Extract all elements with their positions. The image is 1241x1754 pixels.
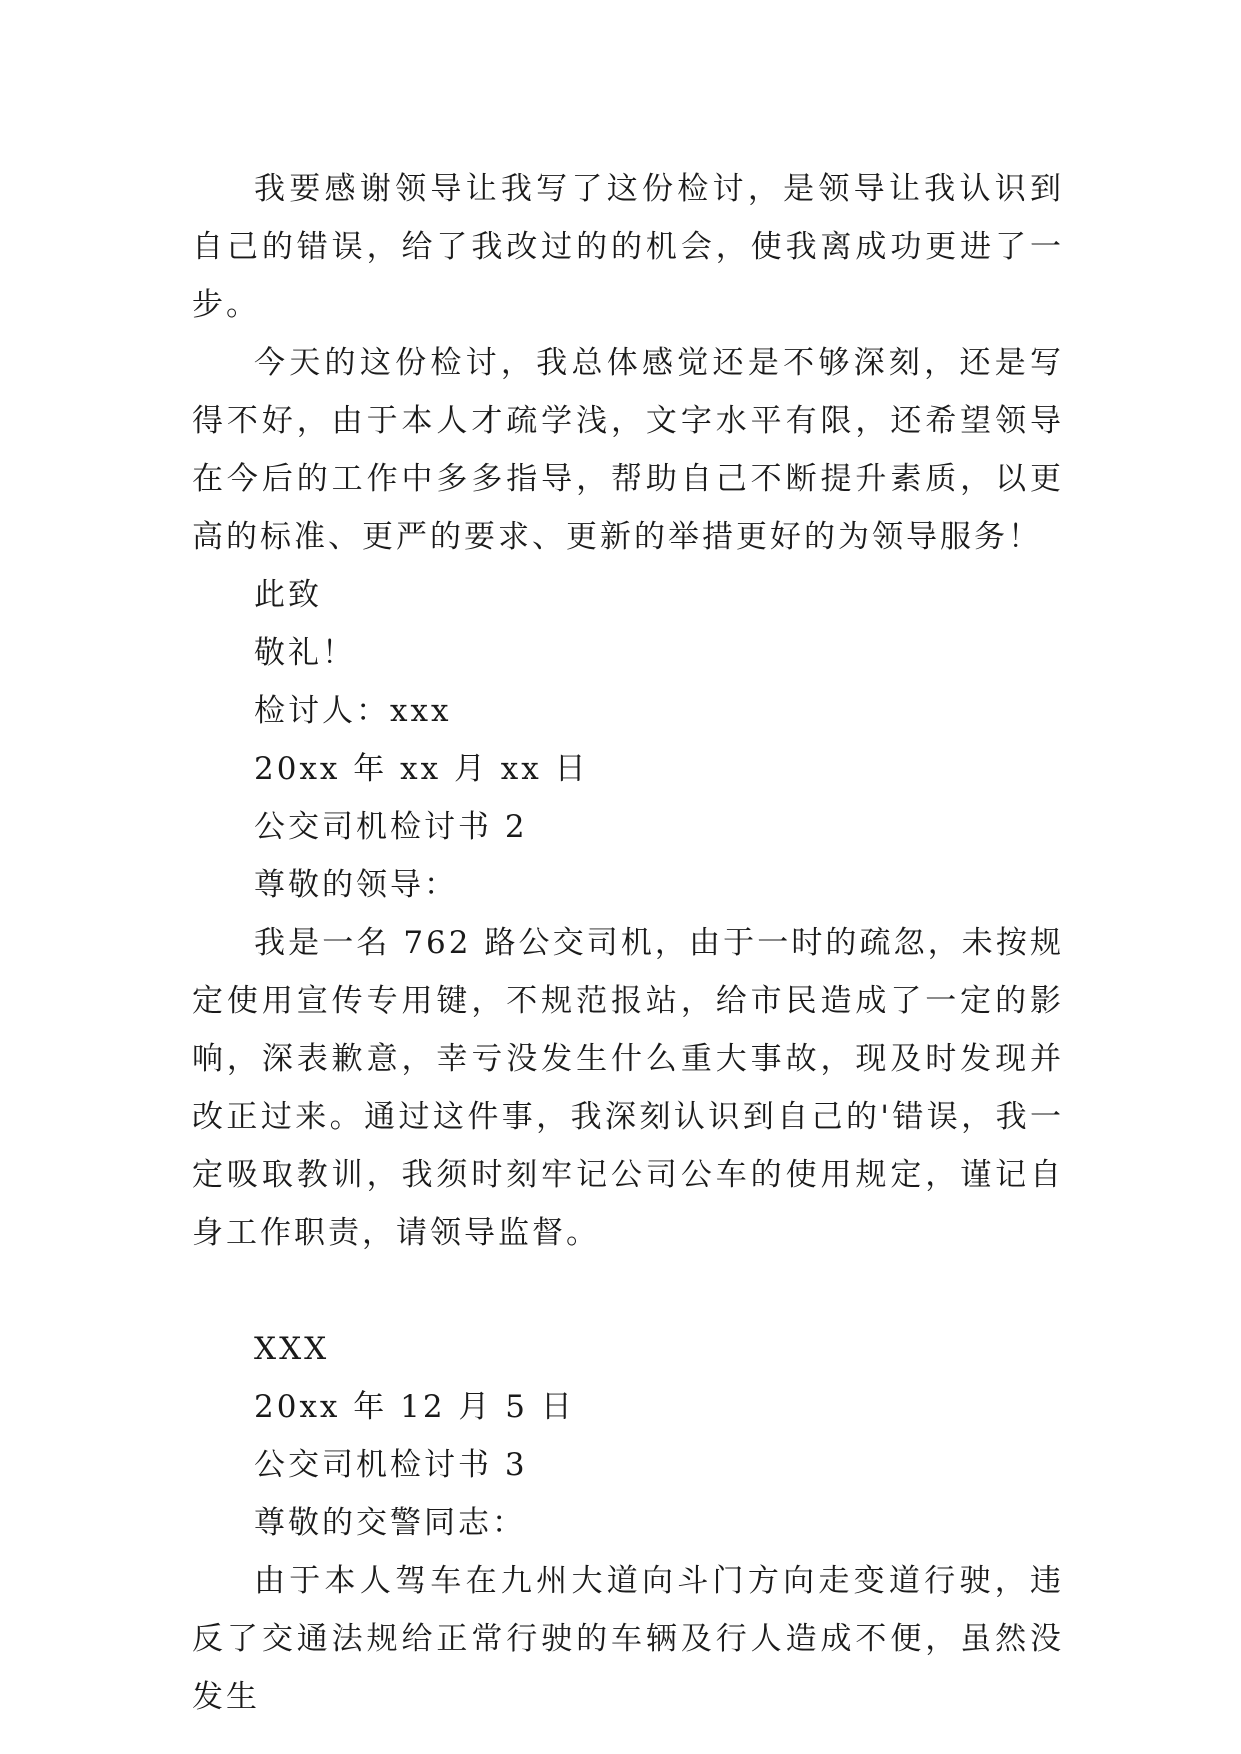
closing-salutation: 此致	[254, 577, 322, 613]
signature-line-2: XXX	[254, 1331, 330, 1367]
closing-regards: 敬礼！	[254, 635, 356, 671]
greeting-3: 尊敬的交警同志：	[254, 1505, 526, 1541]
spacer	[192, 1262, 1064, 1320]
date-line: 20xx 年 xx 月 xx 日	[254, 751, 589, 787]
paragraph-reflection: 今天的这份检讨，我总体感觉还是不够深刻，还是写得不好，由于本人才疏学浅，文字水平有限，还希望领导在今后的工作中多多指导，帮助自己不断提升素质，以更高的标准、更严的要求、更新的举措更好的为领导服务！	[192, 345, 1064, 555]
signature-line: 检讨人：xxx	[254, 693, 452, 729]
document-body	[192, 160, 1064, 1726]
section-title-3: 公交司机检讨书 3	[254, 1447, 528, 1483]
greeting-2: 尊敬的领导：	[254, 867, 458, 903]
paragraph-driver-apology: 我是一名 762 路公交司机，由于一时的疏忽，未按规定使用宣传专用键，不规范报站，给市民造成了一定的影响，深表歉意，幸亏没发生什么重大事故，现及时发现并改正过来。通过这件事，我深刻认识到自己的'错误，我一定吸取教训，我须时刻牢记公司公车的使用规定，谨记自身工作职责，请领导监督。	[192, 925, 1064, 1251]
paragraph-traffic-violation: 由于本人驾车在九州大道向斗门方向走变道行驶，违反了交通法规给正常行驶的车辆及行人造成不便，虽然没发生	[192, 1563, 1064, 1715]
date-line-2: 20xx 年 12 月 5 日	[254, 1389, 575, 1425]
section-title-2: 公交司机检讨书 2	[254, 809, 528, 845]
paragraph-thanks: 我要感谢领导让我写了这份检讨，是领导让我认识到自己的错误，给了我改过的的机会，使我离成功更进了一步。	[192, 171, 1064, 323]
